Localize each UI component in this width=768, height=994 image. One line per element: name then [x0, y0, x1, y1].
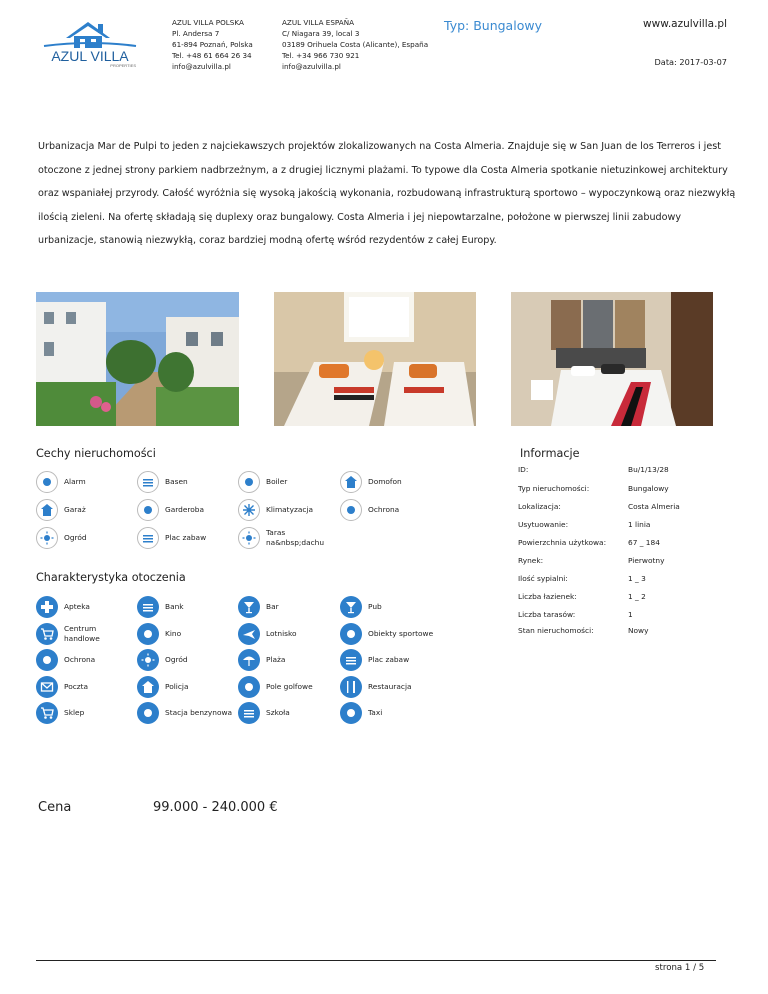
- environment-item-label: Plac zabaw: [368, 655, 410, 664]
- feature-item-label: Garderoba: [165, 505, 205, 514]
- environment-item: [36, 702, 136, 724]
- ball-icon: [340, 623, 362, 645]
- property-type: Typ: Bungalowy: [444, 18, 542, 33]
- environment-item: [36, 676, 136, 698]
- golf-icon: [238, 676, 260, 698]
- office-poland: [172, 17, 253, 72]
- environment-item-label: Obiekty sportowe: [368, 628, 434, 638]
- environment-item: [137, 676, 237, 698]
- environment-item-label: Bank: [165, 602, 184, 611]
- flower-icon: [137, 649, 159, 671]
- office-pl-line: 61-894 Poznań, Polska: [172, 40, 253, 49]
- logo-text: AZUL VILLA: [51, 48, 129, 64]
- price-value: 99.000 - 240.000 €: [153, 800, 278, 815]
- info-value: Costa Almeria: [628, 502, 680, 511]
- environment-item: [238, 649, 338, 671]
- environment-item: [340, 676, 440, 698]
- environment-item-label: Kino: [165, 628, 182, 638]
- info-key: Stan nieruchomości:: [518, 626, 594, 635]
- office-pl-email[interactable]: info@azulvilla.pl: [172, 62, 231, 71]
- office-es-line: C/ Niagara 39, local 3: [282, 29, 360, 38]
- environment-item-label: Taxi: [368, 708, 383, 717]
- info-key: Powierzchnia użytkowa:: [518, 538, 607, 547]
- shopping-icon: [36, 623, 58, 645]
- info-key: Usytuowanie:: [518, 520, 569, 529]
- bank-icon: [137, 596, 159, 618]
- environment-item-label: Restauracja: [368, 681, 412, 691]
- feature-item-label: Klimatyzacja: [266, 505, 314, 514]
- environment-item-label: Pub: [368, 602, 382, 611]
- feature-item: [137, 527, 237, 549]
- features-title: Cechy nieruchomości: [36, 447, 156, 460]
- garage-icon: [36, 499, 58, 521]
- wardrobe-icon: [137, 499, 159, 521]
- feature-item-label: Garaż: [64, 505, 86, 514]
- environment-item-label: Bar: [266, 602, 279, 611]
- environment-item: [36, 623, 136, 645]
- info-value: Bu/1/13/28: [628, 465, 669, 474]
- info-key: Liczba tarasów:: [518, 610, 576, 619]
- environment-item-label: Sklep: [64, 708, 85, 717]
- taxi-icon: [340, 702, 362, 724]
- feature-item: [36, 499, 136, 521]
- environment-item: [340, 649, 440, 671]
- cinema-icon: [137, 623, 159, 645]
- office-es-line: 03189 Orihuela Costa (Alicante), España: [282, 40, 429, 49]
- environment-item-label: Apteka: [64, 602, 90, 611]
- intercom-icon: [340, 471, 362, 493]
- snowflake-icon: [238, 499, 260, 521]
- office-pl-line: Tel. +48 61 664 26 34: [172, 51, 252, 60]
- feature-item: [36, 527, 136, 549]
- plane-icon: [238, 623, 260, 645]
- environment-item-label: Lotnisko: [266, 628, 297, 638]
- office-es-email[interactable]: info@azulvilla.pl: [282, 62, 341, 71]
- feature-item-label: Plac zabaw: [165, 533, 207, 542]
- alarm-icon: [36, 471, 58, 493]
- info-value: Bungalowy: [628, 484, 669, 493]
- info-key: ID:: [518, 465, 529, 474]
- seesaw-icon: [340, 649, 362, 671]
- umbrella-icon: [238, 649, 260, 671]
- info-value: 1 _ 3: [628, 574, 646, 583]
- cutlery-icon: [340, 676, 362, 698]
- camera-icon: [36, 649, 58, 671]
- feature-item: [36, 471, 136, 493]
- feature-item-label: Domofon: [368, 477, 402, 486]
- footer-divider: [36, 960, 716, 961]
- photo-bedroom-twin: [274, 292, 476, 426]
- feature-item-label: Ogród: [64, 533, 87, 542]
- sun-icon: [238, 527, 260, 549]
- environment-item-label: Szkoła: [266, 708, 290, 717]
- feature-item-label: Basen: [165, 477, 188, 486]
- environment-item: [238, 623, 338, 645]
- environment-item: [340, 702, 440, 724]
- office-es-line: AZUL VILLA ESPAÑA: [282, 18, 354, 27]
- environment-item-label: Poczta: [64, 681, 89, 691]
- feature-item: [340, 471, 440, 493]
- info-value: 1 linia: [628, 520, 651, 529]
- office-pl-line: Pl. Andersa 7: [172, 29, 220, 38]
- environment-item: [137, 623, 237, 645]
- feature-item: [137, 499, 237, 521]
- photo-bedroom-double: [511, 292, 713, 426]
- mail-icon: [36, 676, 58, 698]
- info-value: Pierwotny: [628, 556, 665, 565]
- environment-item-label: Pole golfowe: [266, 681, 313, 691]
- feature-item-label: Alarm: [64, 477, 86, 486]
- page-number: strona 1 / 5: [655, 963, 705, 973]
- environment-item-label: Ogród: [165, 655, 188, 664]
- info-value: 1 _ 2: [628, 592, 646, 601]
- seesaw-icon: [137, 527, 159, 549]
- feature-item: [137, 471, 237, 493]
- info-key: Rynek:: [518, 556, 544, 565]
- document-date: Data: 2017-03-07: [654, 57, 727, 67]
- info-key: Lokalizacja:: [518, 502, 561, 511]
- office-spain: [282, 17, 428, 72]
- office-pl-line: AZUL VILLA POLSKA: [172, 18, 244, 27]
- feature-item-label: Ochrona: [368, 505, 400, 514]
- office-es-line: Tel. +34 966 730 921: [282, 51, 360, 60]
- environment-item: [238, 702, 338, 724]
- environment-item-label: Ochrona: [64, 655, 96, 664]
- info-value: 67 _ 184: [628, 538, 660, 547]
- environment-item-label: Centrum handlowe: [64, 623, 100, 643]
- school-icon: [238, 702, 260, 724]
- feature-item: [238, 527, 338, 549]
- environment-item: [36, 649, 136, 671]
- feature-item: [238, 499, 338, 521]
- info-key: Liczba łazienek:: [518, 592, 577, 601]
- feature-item: [340, 499, 440, 521]
- environment-item: [36, 596, 136, 618]
- environment-title: Charakterystyka otoczenia: [36, 571, 186, 584]
- environment-item-label: Plaża: [266, 655, 286, 664]
- price-label: Cena: [38, 800, 72, 815]
- info-key: Typ nieruchomości:: [518, 484, 590, 493]
- environment-item: [137, 702, 237, 724]
- website-link[interactable]: www.azulvilla.pl: [643, 18, 727, 30]
- property-description: Urbanizacja Mar de Pulpi to jeden z najciekawszych projektów zlokalizowanych na Costa Almeria. Znajduje się w San Juan de los Terreros i jest otoczone z jednej strony parkiem nadbrzeżnym, a z drugiej licznymi plażami. To typowe dla Costa Almeria spotkanie nietuzinkowej architektury oraz wspaniałej przyrody. Całość wyróżnia się wysoką jakością wykonania, rozbudowaną infrastrukturą sportowo – wypoczynkową oraz niezwykłą ilością zieleni. Na ofertę składają się duplexy oraz bungalowy. Costa Almeria i jej niepowtarzalne, położone w pierwszej linii zabudowy urbanizacje, stanowią niezwykłą, coraz bardziej modną ofertę wśród rezydentów z całej Europy.: [38, 141, 736, 247]
- cocktail-icon: [238, 596, 260, 618]
- pool-icon: [137, 471, 159, 493]
- company-logo: [36, 18, 144, 68]
- boiler-icon: [238, 471, 260, 493]
- feature-item-label: Taras na&nbsp;dachu: [266, 528, 325, 547]
- feature-item-label: Boiler: [266, 477, 288, 486]
- pharmacy-icon: [36, 596, 58, 618]
- info-title: Informacje: [520, 447, 580, 460]
- environment-item: [238, 596, 338, 618]
- logo-subtext: PROPERTIES: [110, 63, 136, 68]
- environment-item: [340, 623, 440, 645]
- info-value: 1: [628, 610, 633, 619]
- fuel-icon: [137, 702, 159, 724]
- environment-item-label: Policja: [165, 681, 189, 691]
- feature-item: [238, 471, 338, 493]
- environment-item: [340, 596, 440, 618]
- environment-item: [238, 676, 338, 698]
- environment-item: [137, 649, 237, 671]
- camera-icon: [340, 499, 362, 521]
- environment-item: [137, 596, 237, 618]
- cart-icon: [36, 702, 58, 724]
- photo-exterior: [36, 292, 239, 426]
- environment-item-label: Stacja benzynowa: [165, 708, 233, 717]
- info-key: Ilość sypialni:: [518, 574, 568, 583]
- flower-icon: [36, 527, 58, 549]
- cocktail-icon: [340, 596, 362, 618]
- info-value: Nowy: [628, 626, 649, 635]
- police-icon: [137, 676, 159, 698]
